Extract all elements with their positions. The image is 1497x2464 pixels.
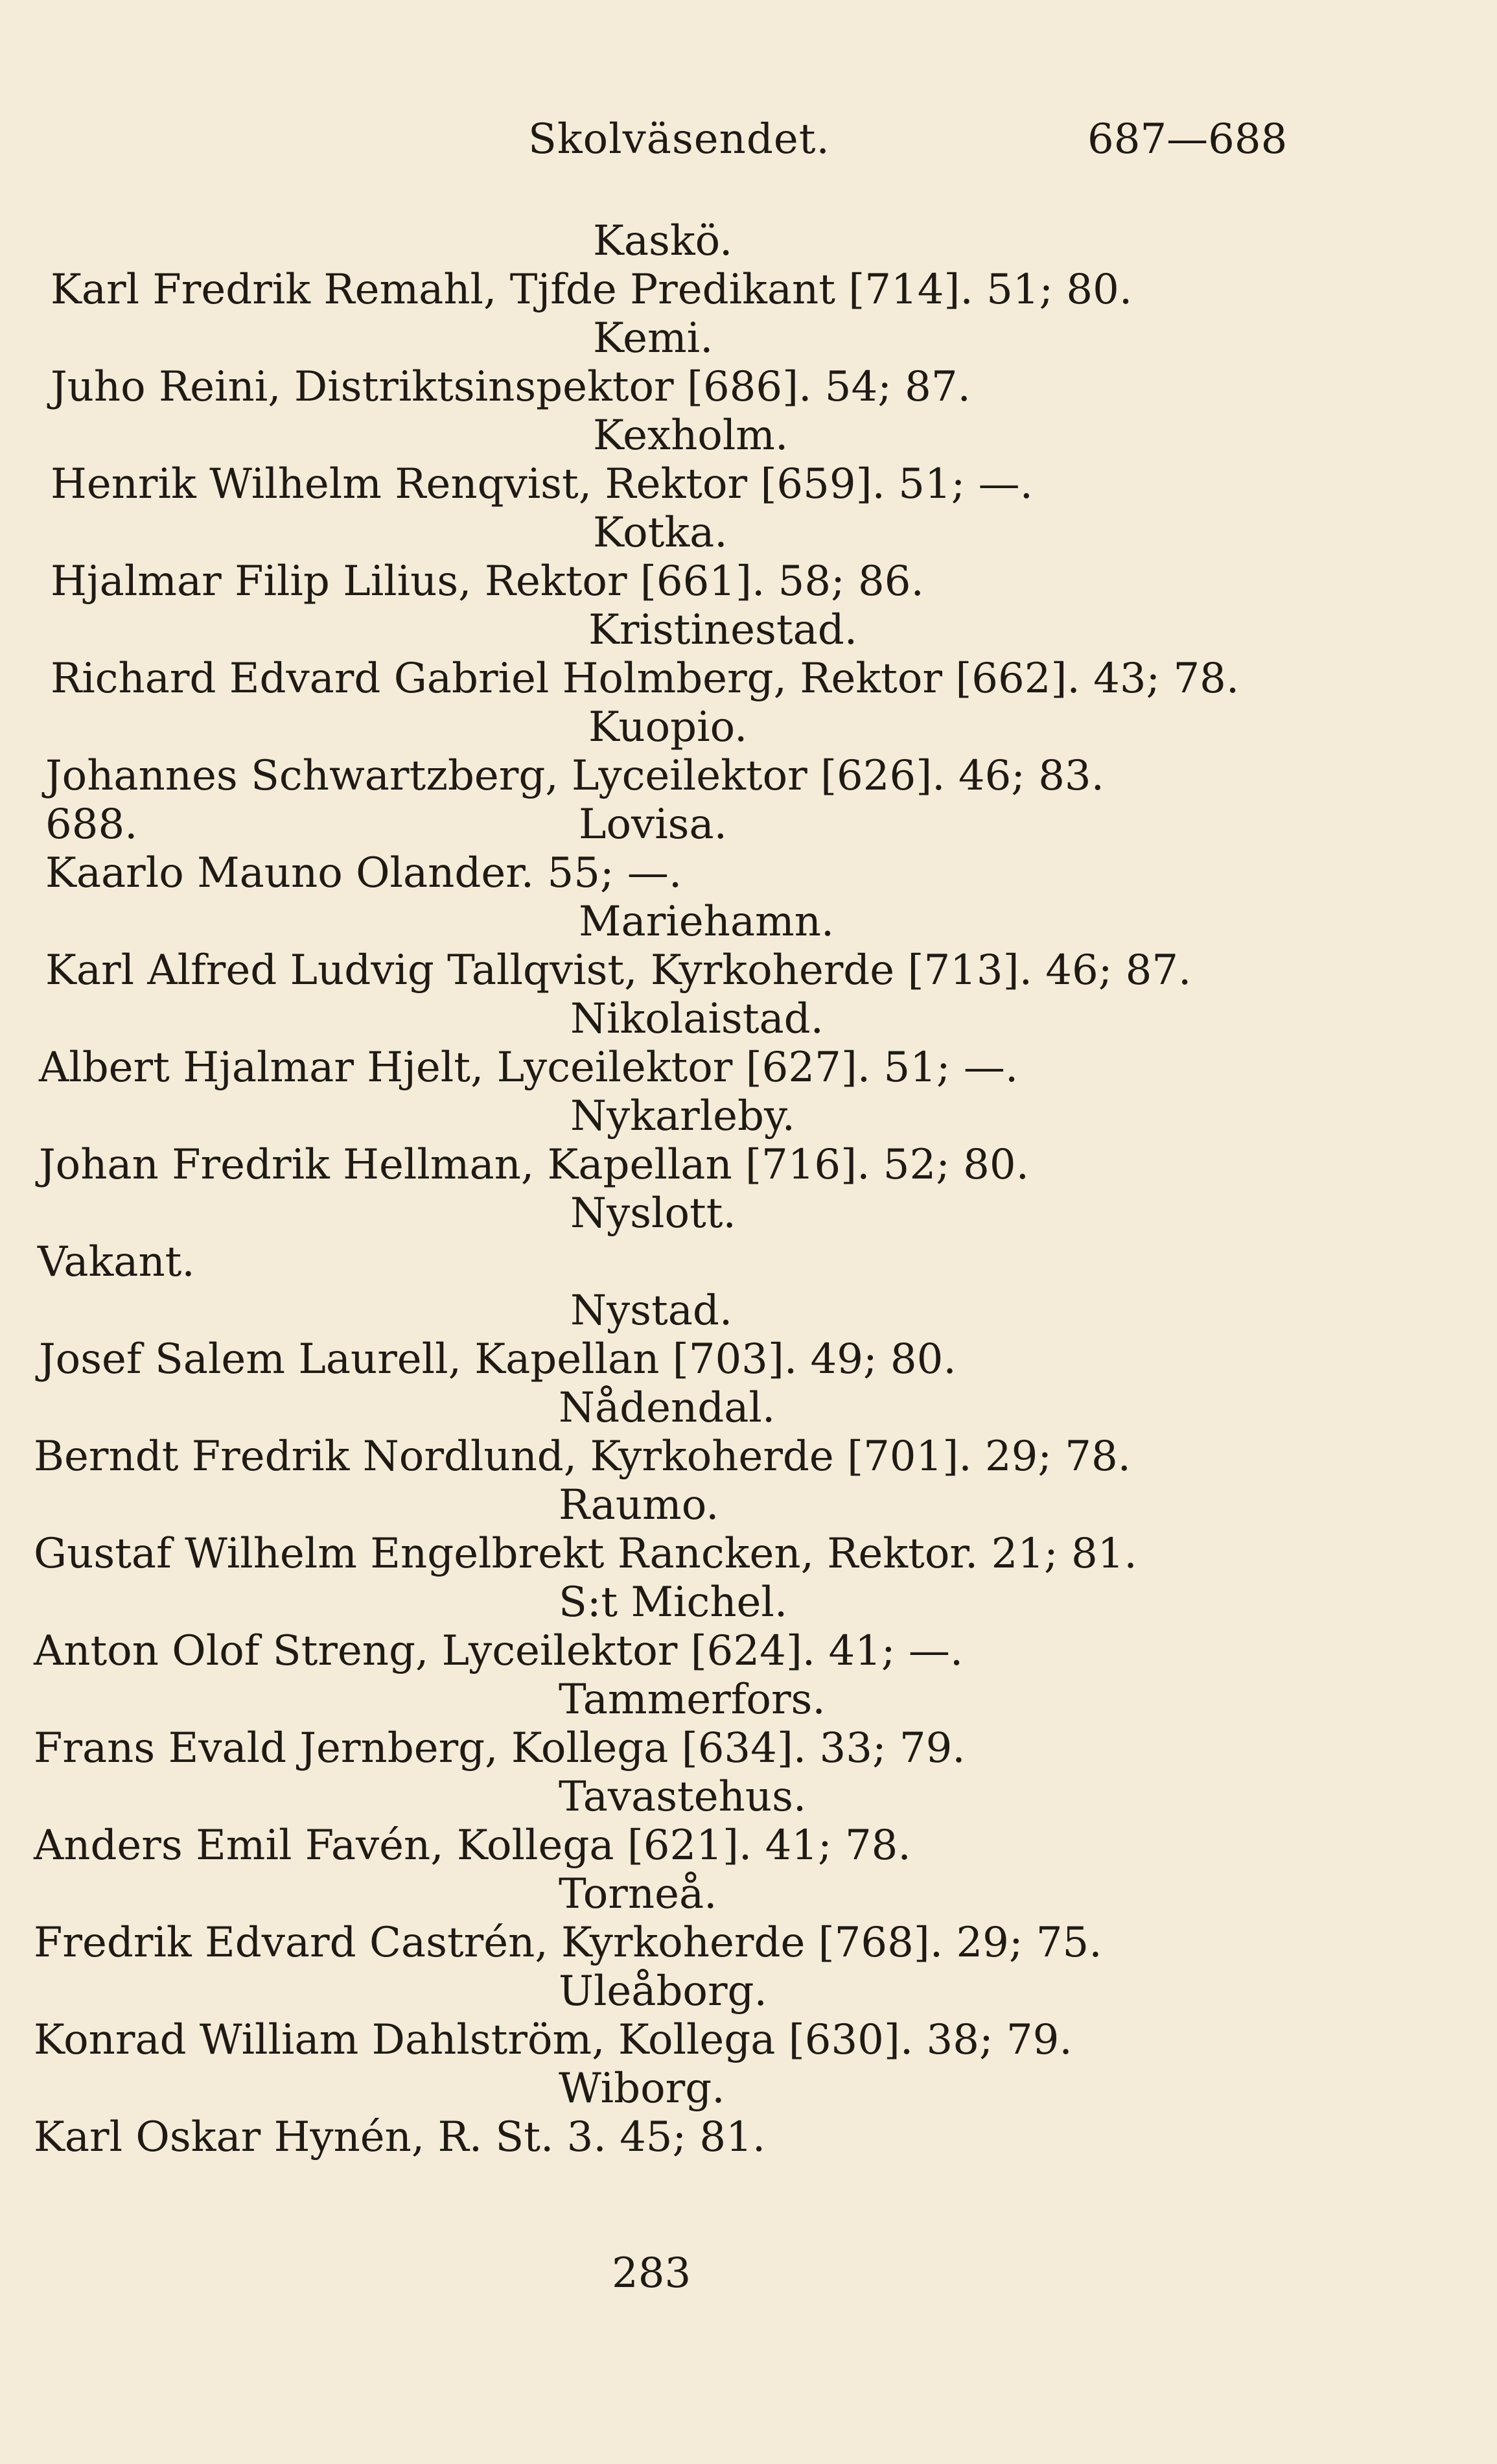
town-heading: Nikolaistad. — [570, 995, 824, 1043]
town-heading: Tavastehus. — [559, 1773, 807, 1821]
page-header-range: 687—688 — [1087, 115, 1288, 163]
person-entry: Hjalmar Filip Lilius, Rektor [661]. 58; 86. — [51, 557, 924, 605]
town-heading: Kemi. — [593, 314, 714, 362]
person-entry: Berndt Fredrik Nordlund, Kyrkoherde [701]. 29; 78. — [34, 1433, 1131, 1481]
person-entry: Kaarlo Mauno Olander. 55; —. — [45, 849, 682, 897]
person-entry: Fredrik Edvard Castrén, Kyrkoherde [768]. 29; 75. — [34, 1919, 1102, 1967]
person-entry: Karl Oskar Hynén, R. St. 3. 45; 81. — [34, 2113, 766, 2161]
person-entry: Juho Reini, Distriktsinspektor [686]. 54; 87. — [51, 363, 971, 411]
town-heading: Nyslott. — [570, 1190, 736, 1238]
person-entry: Johannes Schwartzberg, Lyceilektor [626]. 46; 83. — [45, 752, 1104, 800]
town-heading: Kaskö. — [593, 217, 733, 265]
person-entry: Karl Alfred Ludvig Tallqvist, Kyrkoherde [713]. 46; 87. — [45, 946, 1192, 994]
town-heading: Nådendal. — [559, 1384, 776, 1432]
person-entry: Karl Fredrik Remahl, Tjfde Predikant [714]. 51; 80. — [51, 266, 1133, 314]
town-heading: Wiborg. — [559, 2065, 725, 2113]
page-number: 283 — [612, 2249, 691, 2297]
person-entry: Anders Emil Favén, Kollega [621]. 41; 78. — [34, 1822, 911, 1870]
vacant-entry: Vakant. — [38, 1238, 195, 1286]
mixed-row — [0, 801, 1497, 849]
town-heading: Kotka. — [593, 509, 728, 557]
town-heading: Nystad. — [570, 1287, 733, 1335]
person-entry: Josef Salem Laurell, Kapellan [703]. 49; 80. — [39, 1335, 957, 1383]
town-heading: Uleåborg. — [559, 1967, 767, 2015]
page-header-title: Skolväsendet. — [528, 115, 830, 163]
town-heading: Nykarleby. — [570, 1092, 795, 1140]
person-entry: Anton Olof Streng, Lyceilektor [624]. 41; —. — [34, 1627, 964, 1675]
town-heading: Tammerfors. — [559, 1676, 826, 1724]
town-heading: Kristinestad. — [588, 606, 858, 654]
person-entry: Albert Hjalmar Hjelt, Lyceilektor [627]. 51; —. — [39, 1044, 1019, 1092]
margin-page-number: 688. — [45, 801, 138, 849]
town-heading: Lovisa. — [579, 801, 727, 849]
person-entry: Johan Fredrik Hellman, Kapellan [716]. 52; 80. — [39, 1141, 1029, 1189]
person-entry: Henrik Wilhelm Renqvist, Rektor [659]. 51; —. — [51, 460, 1033, 508]
person-entry: Richard Edvard Gabriel Holmberg, Rektor [662]. 43; 78. — [51, 655, 1240, 703]
town-heading: S:t Michel. — [559, 1578, 788, 1626]
person-entry: Frans Evald Jernberg, Kollega [634]. 33; 79. — [34, 1724, 966, 1772]
town-heading: Kuopio. — [588, 703, 748, 751]
town-heading: Mariehamn. — [579, 898, 835, 946]
town-heading: Torneå. — [559, 1870, 717, 1918]
town-heading: Kexholm. — [593, 412, 789, 460]
directory-list — [0, 217, 1497, 2162]
person-entry: Konrad William Dahlström, Kollega [630]. 38; 79. — [34, 2016, 1073, 2064]
person-entry: Gustaf Wilhelm Engelbrekt Rancken, Rektor. 21; 81. — [34, 1530, 1137, 1578]
town-heading: Raumo. — [559, 1481, 719, 1529]
